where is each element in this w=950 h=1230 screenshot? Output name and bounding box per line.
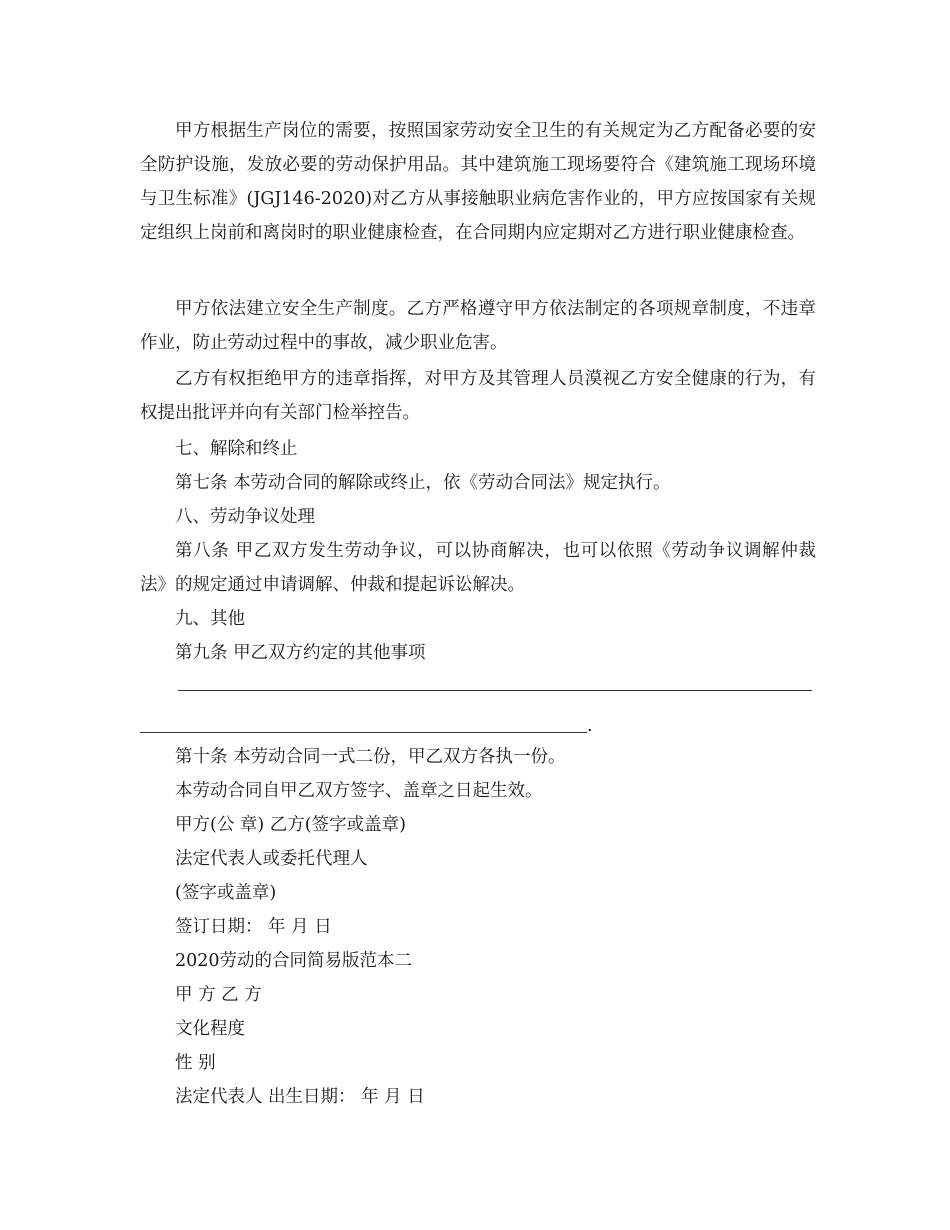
paragraph-right-to-refuse: 乙方有权拒绝甲方的违章指挥，对甲方及其管理人员漠视乙方安全健康的行为，有权提出批评并向有关部门检举控告。	[140, 369, 816, 423]
blank-line-1	[178, 690, 812, 691]
section-heading-other: 九、其他	[175, 609, 245, 629]
paragraph-safety-system: 甲方依法建立安全生产制度。乙方严格遵守甲方依法制定的各项规章制度，不违章作业，防止劳动过程中的事故，减少职业危害。	[140, 299, 816, 353]
article-8: 第八条 甲乙双方发生劳动争议，可以协商解决，也可以依照《劳动争议调解仲裁法》的规定通过申请调解、仲裁和提起诉讼解决。	[140, 541, 816, 595]
article-10: 第十条 本劳动合同一式二份，甲乙双方各执一份。	[175, 747, 566, 767]
blank-line-period: .	[587, 716, 593, 736]
effective-clause: 本劳动合同自甲乙双方签字、盖章之日起生效。	[175, 781, 543, 801]
section-heading-termination: 七、解除和终止	[175, 439, 298, 459]
section-heading-dispute: 八、劳动争议处理	[175, 507, 315, 527]
template-2-parties: 甲 方 乙 方	[175, 985, 262, 1005]
education-label: 文化程度	[175, 1019, 245, 1039]
article-9: 第九条 甲乙双方约定的其他事项	[175, 643, 426, 663]
sign-date-label: 签订日期： 年 月 日	[175, 917, 332, 937]
template-2-title: 2020劳动的合同简易版范本二	[175, 951, 413, 971]
party-signature-labels: 甲方(公 章) 乙方(签字或盖章)	[175, 815, 406, 835]
gender-label: 性 别	[175, 1053, 216, 1073]
article-7: 第七条 本劳动合同的解除或终止，依《劳动合同法》规定执行。	[175, 473, 671, 493]
representative-label: 法定代表人或委托代理人	[175, 849, 368, 869]
sign-or-seal-label: (签字或盖章)	[175, 883, 277, 903]
paragraph-safety-equipment: 甲方根据生产岗位的需要，按照国家劳动安全卫生的有关规定为乙方配备必要的安全防护设施，发放必要的劳动保护用品。其中建筑施工现场要符合《建筑施工现场环境与卫生标准》(JGJ146-2020)对乙方从事接触职业病危害作业的，甲方应按国家有关规定组织上岗前和离岗时的职业健康检查，在合同期内应定期对乙方进行职业健康检查。	[140, 121, 816, 243]
representative-birthdate-label: 法定代表人 出生日期： 年 月 日	[175, 1087, 425, 1107]
blank-line-2	[140, 732, 587, 733]
